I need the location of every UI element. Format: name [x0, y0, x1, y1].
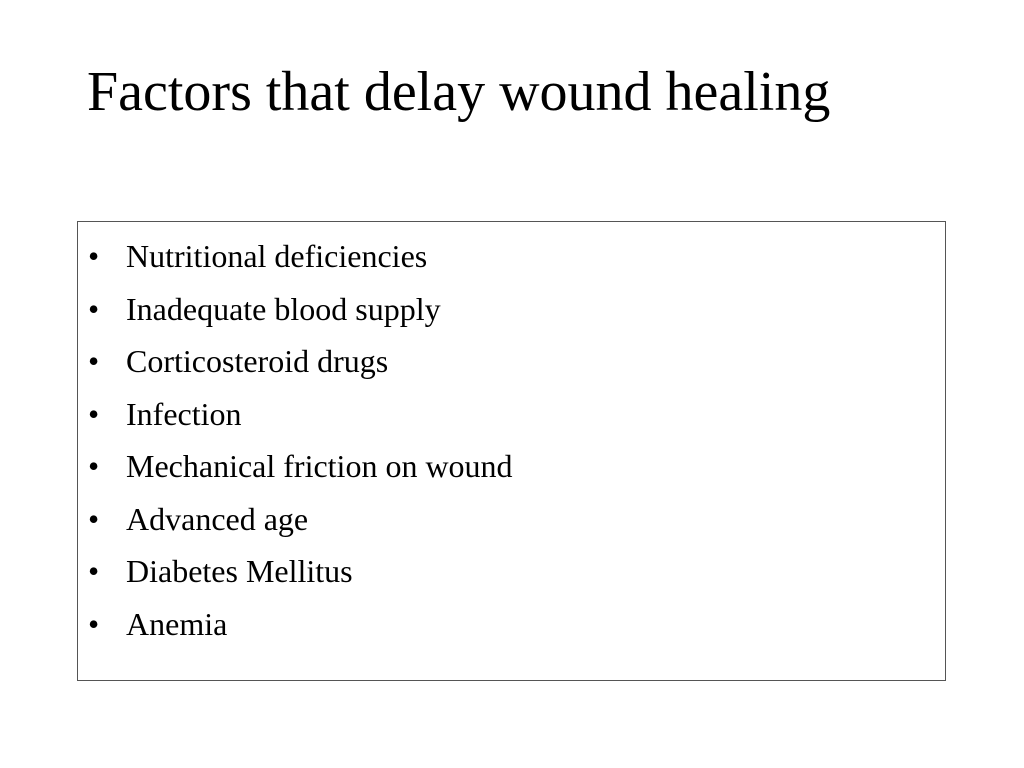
- bullet-item: [88, 545, 513, 598]
- bullet-text: Diabetes Mellitus: [126, 553, 353, 589]
- bullet-item: [88, 388, 513, 441]
- content-box: [77, 221, 946, 681]
- bullet-item: [88, 230, 513, 283]
- bullet-item: [88, 335, 513, 388]
- bullet-icon: •: [88, 343, 100, 379]
- bullet-text: Mechanical friction on wound: [126, 448, 513, 484]
- bullet-icon: •: [88, 238, 100, 274]
- bullet-icon: •: [88, 395, 100, 432]
- slide-title: Factors that delay wound healing: [87, 61, 831, 123]
- bullet-text: Anemia: [126, 605, 228, 642]
- bullet-text: Advanced age: [126, 500, 309, 537]
- bullet-item: [88, 440, 513, 493]
- bullet-icon: •: [88, 290, 100, 327]
- bullet-list: [88, 230, 513, 650]
- bullet-item: [88, 598, 513, 651]
- bullet-text: Inadequate blood supply: [126, 290, 441, 327]
- bullet-item: [88, 283, 513, 336]
- bullet-icon: •: [88, 448, 100, 484]
- bullet-text: Nutritional deficiencies: [126, 238, 428, 274]
- bullet-item: [88, 493, 513, 546]
- bullet-text: Infection: [126, 395, 242, 432]
- bullet-icon: •: [88, 500, 100, 537]
- bullet-text: Corticosteroid drugs: [126, 343, 389, 379]
- bullet-icon: •: [88, 605, 100, 642]
- bullet-icon: •: [88, 553, 100, 589]
